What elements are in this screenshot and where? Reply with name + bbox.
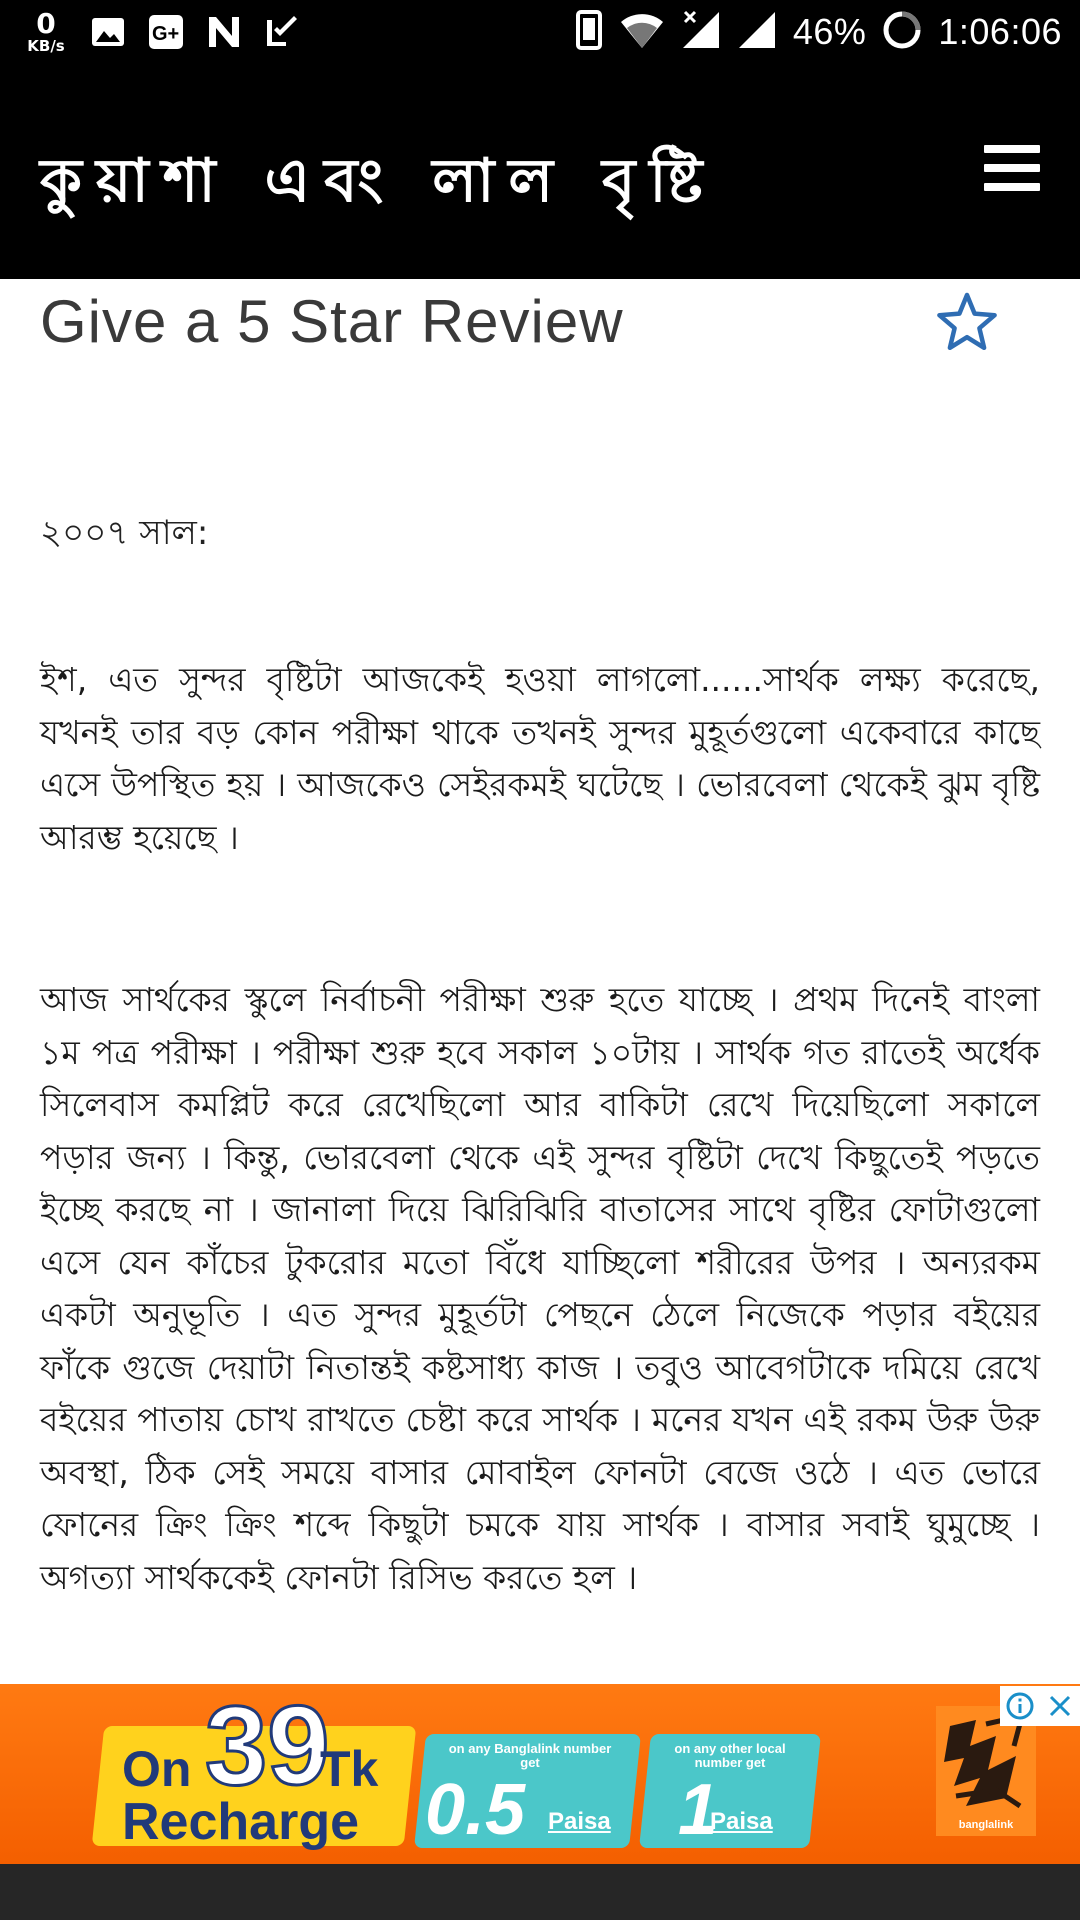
network-speed-unit: KB/s	[27, 36, 65, 55]
ad-on-text: On	[122, 1741, 192, 1797]
signal-x-icon	[681, 10, 721, 54]
clock: 1:06:06	[938, 10, 1062, 52]
network-speed	[22, 6, 70, 55]
chapter-date: ২০০৭ সাল:	[40, 513, 209, 553]
network-speed-value: 0	[36, 6, 56, 40]
hamburger-menu-icon[interactable]	[984, 145, 1040, 191]
phone-vibrate-icon	[575, 10, 603, 54]
bottom-bar	[0, 1864, 1080, 1920]
ad-offer1-unit: Paisa	[548, 1808, 611, 1835]
app-title: কুয়াশা এবং লাল বৃষ্টি	[40, 146, 717, 216]
ad-recharge-text: Recharge	[122, 1793, 359, 1851]
task-check-icon	[262, 12, 302, 52]
battery-percent: 46%	[792, 10, 867, 52]
ad-offer2-value: 1	[678, 1770, 719, 1850]
battery-saver-icon	[882, 10, 922, 54]
ad-currency: Tk	[320, 1741, 379, 1797]
ad-offer2-caption: on any other local number get	[674, 1741, 786, 1770]
ad-banner[interactable]	[0, 1684, 1080, 1864]
ad-offer2-unit: Paisa	[710, 1808, 773, 1835]
ad-close-icon[interactable]	[1040, 1686, 1080, 1726]
star-outline-icon[interactable]	[936, 291, 998, 353]
ad-offer1-caption: on any Banglalink number get	[448, 1741, 612, 1770]
ad-amount: 39	[205, 1684, 330, 1808]
review-prompt-title[interactable]: Give a 5 Star Review	[40, 288, 624, 355]
ad-offer1-value: 0.5	[425, 1770, 526, 1850]
ad-info-icon[interactable]	[1000, 1686, 1040, 1726]
image-icon	[88, 12, 128, 52]
status-bar	[0, 0, 1080, 63]
n-app-icon	[204, 12, 244, 52]
google-plus-icon	[146, 12, 186, 52]
status-bar-right	[575, 0, 1062, 63]
ad-brand-name: banglalink	[958, 1819, 1014, 1831]
status-bar-left	[22, 0, 302, 63]
signal-icon	[737, 10, 777, 54]
svg-text:G+: G+	[152, 22, 180, 45]
app-bar	[0, 63, 1080, 279]
wifi-icon	[619, 10, 665, 54]
story-content[interactable]	[0, 279, 1080, 1684]
story-paragraph-2: আজ সার্থকের স্কুলে নির্বাচনী পরীক্ষা শুরু হতে যাচ্ছে । প্রথম দিনেই বাংলা ১ম পত্র পরীক্ষা । পরীক্ষা শুরু হবে সকাল ১০টায় । সার্থক গত রাতেই অর্ধেক সিলেবাস কমপ্লিট করে রেখেছিলো আর বাকিটা রেখে দিয়েছিলো সকালে পড়ার জন্য । কিন্তু, ভোরবেলা থেকে এই সুন্দর বৃষ্টিটা দেখে কিছুতেই পড়তে ইচ্ছে করছে না । জানালা দিয়ে ঝিরিঝিরি বাতাসের সাথে বৃষ্টির ফোটাগুলো এসে যেন কাঁচের টুকরোর মতো বিঁধে যাচ্ছিলো শরীরের উপর । অন্যরকম একটা অনুভূতি । এত সুন্দর মুহূর্তটা পেছনে ঠেলে নিজেকে পড়ার বইয়ের ফাঁকে গুজে দেয়াটা নিতান্তই কষ্টসাধ্য কাজ । তবুও আবেগটাকে দমিয়ে রেখে বইয়ের পাতায় চোখ রাখতে চেষ্টা করে সার্থক । মনের যখন এই রকম উরু উরু অবস্থা, ঠিক সেই সময়ে বাসার মোবাইল ফোনটা বেজে ওঠে । এত ভোরে ফোনের ক্রিং ক্রিং শব্দে কিছুটা চমকে যায় সার্থক । বাসার সবাই ঘুমুচ্ছে । অগত্যা সার্থককেই ফোনটা রিসিভ করতে হল ।	[40, 980, 1040, 1597]
story-paragraph-1: ইশ, এত সুন্দর বৃষ্টিটা আজকেই হওয়া লাগলো......সার্থক লক্ষ্য করেছে, যখনই তার বড় কোন পরীক্ষা থাকে তখনই সুন্দর মুহূর্তগুলো একেবারে কাছে এসে উপস্থিত হয় । আজকেও সেইরকমই ঘটেছে । ভোরবেলা থেকেই ঝুম বৃষ্টি আরম্ভ হয়েছে ।	[40, 660, 1040, 857]
